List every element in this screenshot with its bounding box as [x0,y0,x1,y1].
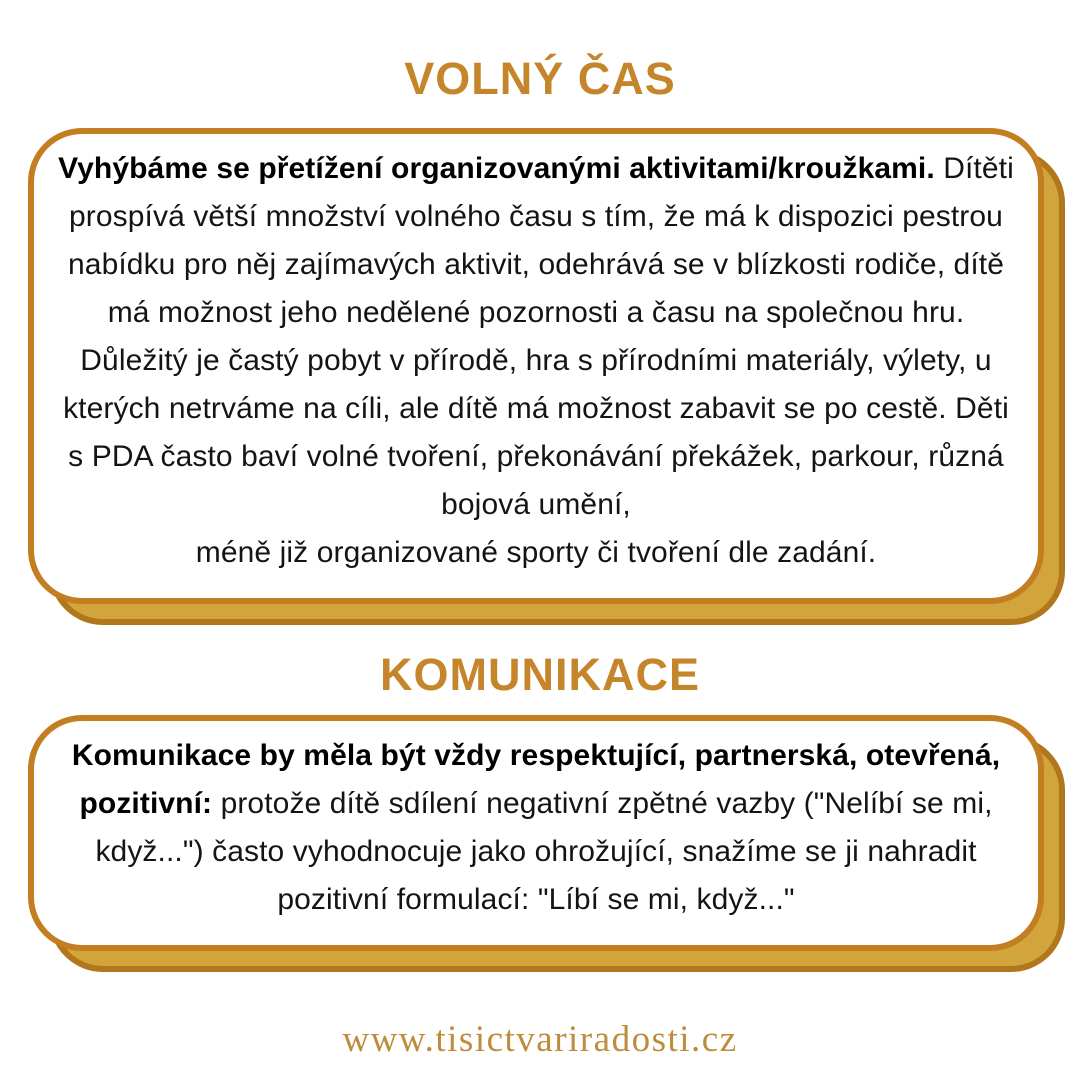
section-title-komunikace: KOMUNIKACE [380,649,700,700]
card-komunikace-surface [28,715,1044,951]
card-volny-cas-body: Dítěti prospívá větší množství volného času s tím, že má k dispozici pestrou nabídku pro něj zajímavých aktivit, odehrává se v blízkosti rodiče, dítě má možnost jeho nedělené pozornosti a času na společnou hru. Důležitý je častý pobyt v přírodě, hra s přírodními materiály, výlety, u kterých netrváme na cíli, ale dítě má možnost zabavit se po cestě. Děti s PDA často baví volné tvoření, překonávání překážek, parkour, různá bojová umění, [63,152,1014,521]
section-title-volny-cas: VOLNÝ ČAS [404,53,676,104]
card-volny-cas-surface [28,128,1044,604]
card-komunikace-lead-bold: Komunikace by měla být vždy respektující, partnerská, otevřená, pozitivní: [71,739,1001,820]
card-volny-cas-last-line: méně již organizované sporty či tvoření dle zadání. [195,536,877,569]
card-volny-cas-lead-bold: Vyhýbáme se přetížení organizovanými aktivitami/kroužkami. [58,152,935,185]
card-komunikace-text [52,732,1020,924]
footer [0,1019,1080,1061]
card-volny-cas-text [52,145,1020,577]
card-komunikace-body: protože dítě sdílení negativní zpětné vazby ("Nelíbí se mi, když...") často vyhodnocuje jako ohrožující, snažíme se ji nahradit pozitivní formulací: "Líbí se mi, když..." [95,787,993,916]
card-komunikace [28,715,1044,951]
footer-url: www.tisictvariradosti.cz [342,1019,738,1060]
card-volny-cas [28,128,1044,604]
